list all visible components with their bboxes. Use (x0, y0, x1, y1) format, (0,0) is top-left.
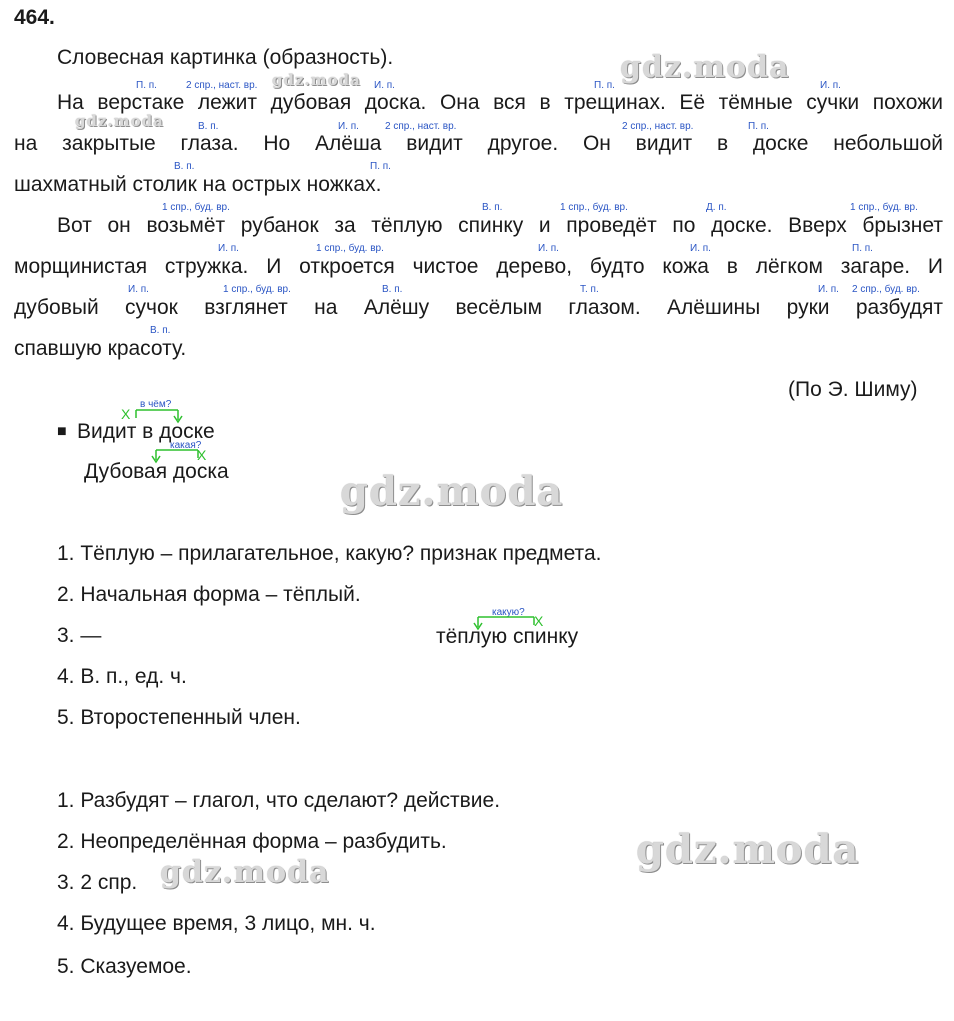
conjugation-label: 1 спр., буд. вр. (560, 202, 628, 213)
analysis-item: 5. Сказуемое. (57, 955, 192, 978)
text-line: на закрытые глаза. Но Алёша видит другое. Он видит в доске небольшой (14, 132, 943, 155)
text-line: шахматный столик на острых ножках. (14, 173, 382, 196)
case-label: И. п. (538, 243, 559, 254)
conjugation-label: 2 спр., наст. вр. (385, 121, 457, 132)
case-label: В. п. (482, 202, 503, 213)
case-label: П. п. (594, 80, 615, 91)
analysis-item: 2. Начальная форма – тёплый. (57, 583, 361, 606)
bullet-icon: ■ (57, 423, 67, 440)
phrase-2: Дубовая доска (84, 460, 229, 483)
case-label: В. п. (198, 121, 219, 132)
text-line: Вот он возьмёт рубанок за тёплую спинку и проведёт по доске. Вверх брызнет (57, 214, 943, 237)
case-label: И. п. (690, 243, 711, 254)
watermark: gdz.moda (620, 50, 790, 85)
main-word-mark: X (534, 613, 544, 629)
text-line: дубовый сучок взглянет на Алёшу весёлым глазом. Алёшины руки разбудят (14, 296, 943, 319)
main-word-mark: X (197, 447, 207, 463)
case-label: И. п. (128, 284, 149, 295)
analysis-item: 1. Тёплую – прилагательное, какую? признак предмета. (57, 542, 602, 565)
conjugation-label: 2 спр., буд. вр. (852, 284, 920, 295)
question-label: в чём? (140, 399, 172, 410)
watermark: gdz.moda (160, 855, 330, 890)
question-label: какую? (492, 607, 525, 618)
phrase-1: Видит в доске (77, 420, 215, 443)
question-label: какая? (170, 440, 202, 451)
source-attribution: (По Э. Шиму) (788, 378, 918, 401)
watermark: gdz.moda (75, 112, 164, 130)
analysis-item: 4. Будущее время, 3 лицо, мн. ч. (57, 912, 376, 935)
watermark: gdz.moda (340, 468, 564, 515)
conjugation-label: 1 спр., буд. вр. (223, 284, 291, 295)
conjugation-label: 1 спр., буд. вр. (316, 243, 384, 254)
watermark: gdz.moda (636, 826, 860, 873)
main-word-mark: X (121, 406, 131, 422)
case-label: Д. п. (706, 202, 727, 213)
case-label: Т. п. (580, 284, 599, 295)
conjugation-label: 1 спр., буд. вр. (162, 202, 230, 213)
analysis-item: 3. — (57, 624, 102, 647)
phrase-3: тёплую спинку (436, 625, 579, 648)
analysis-item: 3. 2 спр. (57, 871, 138, 894)
case-label: П. п. (748, 121, 769, 132)
case-label: В. п. (150, 325, 171, 336)
exercise-number: 464. (14, 6, 55, 29)
text-line: спавшую красоту. (14, 337, 187, 360)
conjugation-label: 2 спр., наст. вр. (622, 121, 694, 132)
text-line: морщинистая стружка. И откроется чистое дерево, будто кожа в лёгком загаре. И (14, 255, 943, 278)
analysis-item: 1. Разбудят – глагол, что сделают? действие. (57, 789, 501, 812)
case-label: И. п. (338, 121, 359, 132)
case-label: И. п. (218, 243, 239, 254)
analysis-item: 4. В. п., ед. ч. (57, 665, 187, 688)
analysis-item: 5. Второстепенный член. (57, 706, 301, 729)
case-label: И. п. (820, 80, 841, 91)
case-label: В. п. (382, 284, 403, 295)
conjugation-label: 1 спр., буд. вр. (850, 202, 918, 213)
case-label: П. п. (370, 161, 391, 172)
case-label: П. п. (136, 80, 157, 91)
watermark: gdz.moda (272, 71, 361, 89)
analysis-item: 2. Неопределённая форма – разбудить. (57, 830, 447, 853)
case-label: И. п. (818, 284, 839, 295)
case-label: П. п. (852, 243, 873, 254)
case-label: И. п. (374, 80, 395, 91)
text-line: На верстаке лежит дубовая доска. Она вся в трещинах. Её тёмные сучки похожи (57, 91, 943, 114)
exercise-heading: Словесная картинка (образность). (57, 46, 394, 69)
conjugation-label: 2 спр., наст. вр. (186, 80, 258, 91)
case-label: В. п. (174, 161, 195, 172)
